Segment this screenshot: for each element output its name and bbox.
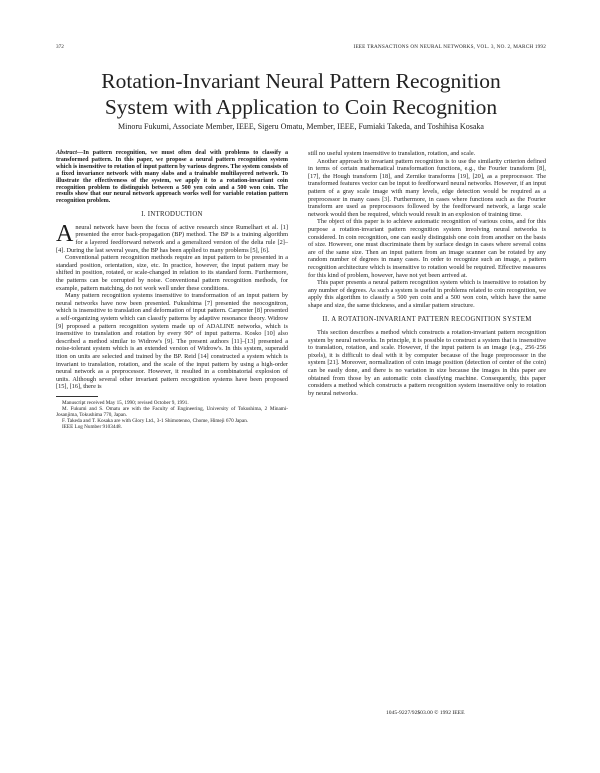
section-title-2: II. A ROTATION-INVARIANT PATTERN RECOGNITION SYSTEM xyxy=(322,316,532,324)
abstract xyxy=(56,150,288,205)
intro-continuation: still no useful system insensitive to translation, rotation, and scale. xyxy=(308,150,476,157)
abstract-text: In pattern recognition, we must often deal with problems to classify a transformed pattern. In this paper, we propose a neural pattern recognition system which is insensitive to rotation of input pattern by various degrees. The system consists of a fixed invariance network with many slabs and a trainable multilayered network. To illustrate the effectiveness of the system, we apply it to a rotation-invariant coin recognition problem to distinguish between a 500 yen coin and a 500 won coin. The results show that our neural network approach works well for variable rotation pattern recognition problem. xyxy=(56,150,288,205)
page-number: 372 xyxy=(56,44,64,50)
title-line-1: Rotation-Invariant Neural Pattern Recognition xyxy=(101,69,501,93)
paper-title xyxy=(56,68,546,120)
section-2-paragraph-1: This section describes a method which constructs a rotation-invariant pattern recognition system by neural networks. In principle, it is possible to construct a system that is insensitive to translation, rotation, and scale. However, if the input pattern is an image (e.g., 256·256 pixels), it is difficult to deal with it by computer because of the huge preprocessor in the system [21]. Moreover, normalization of coin image position (detection of center of the coin) can be easily done, and there is no variation in size because the images in this paper are obtained from those by an automatic coin classifying machine. Consequently, this paper considers a method which constructs a pattern recognition system insensitive only to rotation by neural networks. xyxy=(308,329,546,397)
intro-paragraph-1 xyxy=(56,220,288,254)
intro-paragraph-3: Many pattern recognition systems insensitive to transformation of an input pattern by neural networks have now been presented. Fukushima [7] presented the neocognitron, which is insensitive to translation and deformation of input pattern. Carpenter [8] presented a self-organizing system which can classify patterns by adaptive resonance theory. Widrow [9] proposed a pattern recognition system made up of ADALINE networks, which is insensitive to translation and rotation by every 90° of input patterns. Kosko [10] also described a method similar to Widrow's [9]. The present authors [11]–[13] presented a noise-tolerant system which is an extended version of Widrow's. In this system, superadd ition on units are selected and trained by the BP. Reid [14] constructed a system which is invariant to translation, rotation, and the scale of the input pattern by using a high-order neural network as a preprocessor. However, it resulted in a combinatorial explosion of units. Although several other invariant pattern recognition systems have been proposed [15], [16], there is xyxy=(56,292,288,391)
title-line-2: System with Application to Coin Recognition xyxy=(104,95,498,119)
running-header xyxy=(56,44,546,54)
footnote-received: Manuscript received May 15, 1990; revised October 9, 1991. xyxy=(62,399,189,406)
author-line: Minoru Fukumi, Associate Member, IEEE, Sigeru Omatu, Member, IEEE, Fumiaki Takeda, and Toshihisa Kosaka xyxy=(118,122,484,131)
section-title-introduction: I. INTRODUCTION xyxy=(141,211,203,219)
journal-header: IEEE TRANSACTIONS ON NEURAL NETWORKS, VOL. 3, NO. 2, MARCH 1992 xyxy=(353,44,546,50)
footnote-affiliation-2: F. Takeda and T. Kosaka are with Glory Ltd., 3-1 Shimotenno, Chome, Himeji 670 Japan. xyxy=(62,418,249,425)
drop-cap: A xyxy=(56,220,74,247)
right-column xyxy=(308,150,546,397)
intro-paragraph-5: The object of this paper is to achieve automatic recognition of various coins, and for this purpose a rotation-invariant pattern recognition system involving neural networks is considered. In coin recognition, one can easily distinguish one coin from another on the basis of size. However, one must discriminate them by surface design in cases where several coins are of the same size. Then an input pattern from an image scanner can be rotated by any random number of degrees in many cases. In order to recognize such an image, a pattern recognition architecture which is insensitive to rotation would be required. Effective measures for this kind of problem, however, have not yet been arrived at. xyxy=(308,218,546,279)
left-column xyxy=(56,150,288,430)
intro-paragraph-4: Another approach to invariant pattern recognition is to use the similarity criterion defined in terms of certain mathematical transformation functions, e.g., the Fourier transform [8], [17], the Hough transform [18], and Zernike transforms [19], [20], as a preprocessor. The transformed features vector can be input to feedforward neural networks. However, if an input pattern of a gray scale image with many levels, edge detection would be required as a preprocessor in many cases [3]. Furthermore, in cases where functions such as the Fourier transform are used as preprocessors followed by the feedforward network, a large scale network would then be required, which would result in an explosion of training time. xyxy=(308,157,546,218)
footnote-affiliation-1: M. Fukumi and S. Omatu are with the Faculty of Engineering, University of Tokushima, 2 Minami-Josanjima, Tokushima 770, Japan. xyxy=(56,406,288,419)
footnote-log-number: IEEE Log Number 9103448. xyxy=(62,424,122,431)
footnote-divider xyxy=(56,396,98,397)
abstract-lead: Abstract— xyxy=(56,150,84,156)
intro-paragraph-6: This paper presents a neural pattern recognition system which is insensitive to rotation by any number of degrees. As such a system is useful in problems related to coin recognition, we apply this algorithm to classify a 500 yen coin and a 500 won coin, which have the same shape and size, the same thickness, and a similar pattern structure. xyxy=(308,279,546,309)
intro-paragraph-1-text: neural network have been the focus of active research since Rumelhart et al. [1] presented the error back-propagation (BP) method. The BP is a training algorithm for a layered feedforward network and a generalized version of the delta rule [2]–[4]. During the last several years, the BP has been applied to many problems [5], [6]. xyxy=(56,223,288,254)
intro-paragraph-2: Conventional pattern recognition methods require an input pattern to be presented in a standard position, orientation, size, etc. In practice, however, the input pattern may be shifted in position, rotated, or scale-changed in relation to its standard form. Furthermore, the patterns can be corrupted by noise. Conventional pattern recognition methods, for example, pattern matching, do not work well under these conditions. xyxy=(56,254,288,292)
copyright-line: 1045-9227/92$03.00 © 1992 IEEE xyxy=(386,710,465,716)
